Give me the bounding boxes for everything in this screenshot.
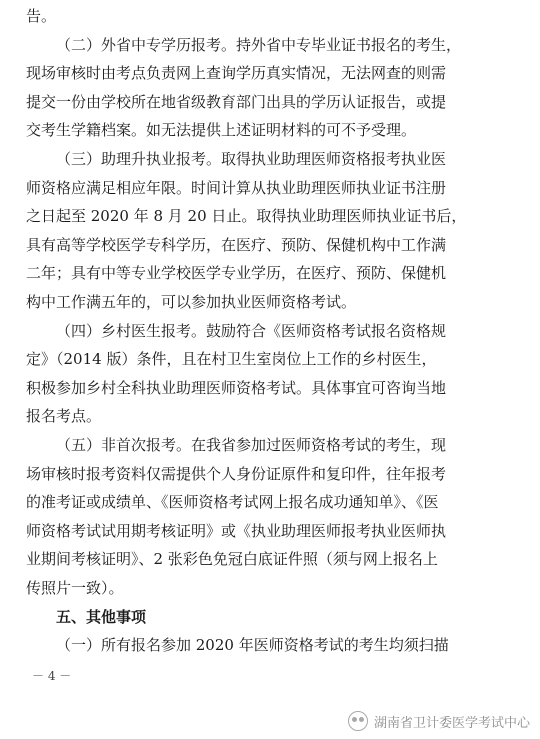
text-line: 师资格应满足相应年限。时间计算从执业助理医师执业证书注册 xyxy=(26,180,447,197)
text-line: 构中工作满五年的，可以参加执业医师资格考试。 xyxy=(26,294,357,311)
text-line: 二年；具有中等专业学校医学专业学历，在医疗、预防、保健机 xyxy=(26,265,447,282)
text-line: 之日起至 2020 年 8 月 20 日止。取得执业助理医师执业证书后， xyxy=(26,208,467,225)
section-heading: 五、其他事项 xyxy=(56,609,147,626)
text-line: 传照片一致）。 xyxy=(26,580,124,597)
text-line: 场审核时报考资料仅需提供个人身份证原件和复印件，往年报考 xyxy=(26,466,447,483)
text-line: （四）乡村医生报考。鼓励符合《医师资格考试报名资格规 xyxy=(56,323,447,340)
text-line: 告。 xyxy=(26,8,57,25)
text-line: 的准考证或成绩单、《医师资格考试网上报名成功通知单》、《医 xyxy=(26,494,439,511)
text-line: 师资格考试试用期考核证明》或《执业助理医师报考执业医师执 xyxy=(26,523,447,540)
page-number: － 4 － xyxy=(32,669,72,683)
text-line: （二）外省中专学历报考。持外省中专毕业证书报名的考生， xyxy=(56,37,462,54)
text-line: 报名考点。 xyxy=(26,408,102,425)
text-line: （一）所有报名参加 2020 年医师资格考试的考生均须扫描 xyxy=(56,637,449,654)
wechat-icon xyxy=(348,711,368,731)
text-line: 积极参加乡村全科执业助理医师资格考试。具体事宜可咨询当地 xyxy=(26,380,447,397)
text-line: 具有高等学校医学专科学历，在医疗、预防、保健机构中工作满 xyxy=(26,237,447,254)
text-line: （五）非首次报考。在我省参加过医师资格考试的考生，现 xyxy=(56,437,447,454)
text-line: 提交一份由学校所在地省级教育部门出具的学历认证报告，或提 xyxy=(26,94,447,111)
text-line: 交考生学籍档案。如无法提供上述证明材料的可不予受理。 xyxy=(26,122,417,139)
text-line: 现场审核时由考点负责网上查询学历真实情况，无法网查的则需 xyxy=(26,65,447,82)
text-line: 定》（2014 版）条件，且在村卫生室岗位上工作的乡村医生， xyxy=(26,351,437,368)
watermark xyxy=(348,711,530,731)
text-line: 业期间考核证明》、2 张彩色免冠白底证件照（须与网上报名上 xyxy=(26,551,438,568)
text-line: （三）助理升执业报考。取得执业助理医师资格报考执业医 xyxy=(56,151,447,168)
watermark-text: 湖南省卫计委医学考试中心 xyxy=(373,715,530,731)
